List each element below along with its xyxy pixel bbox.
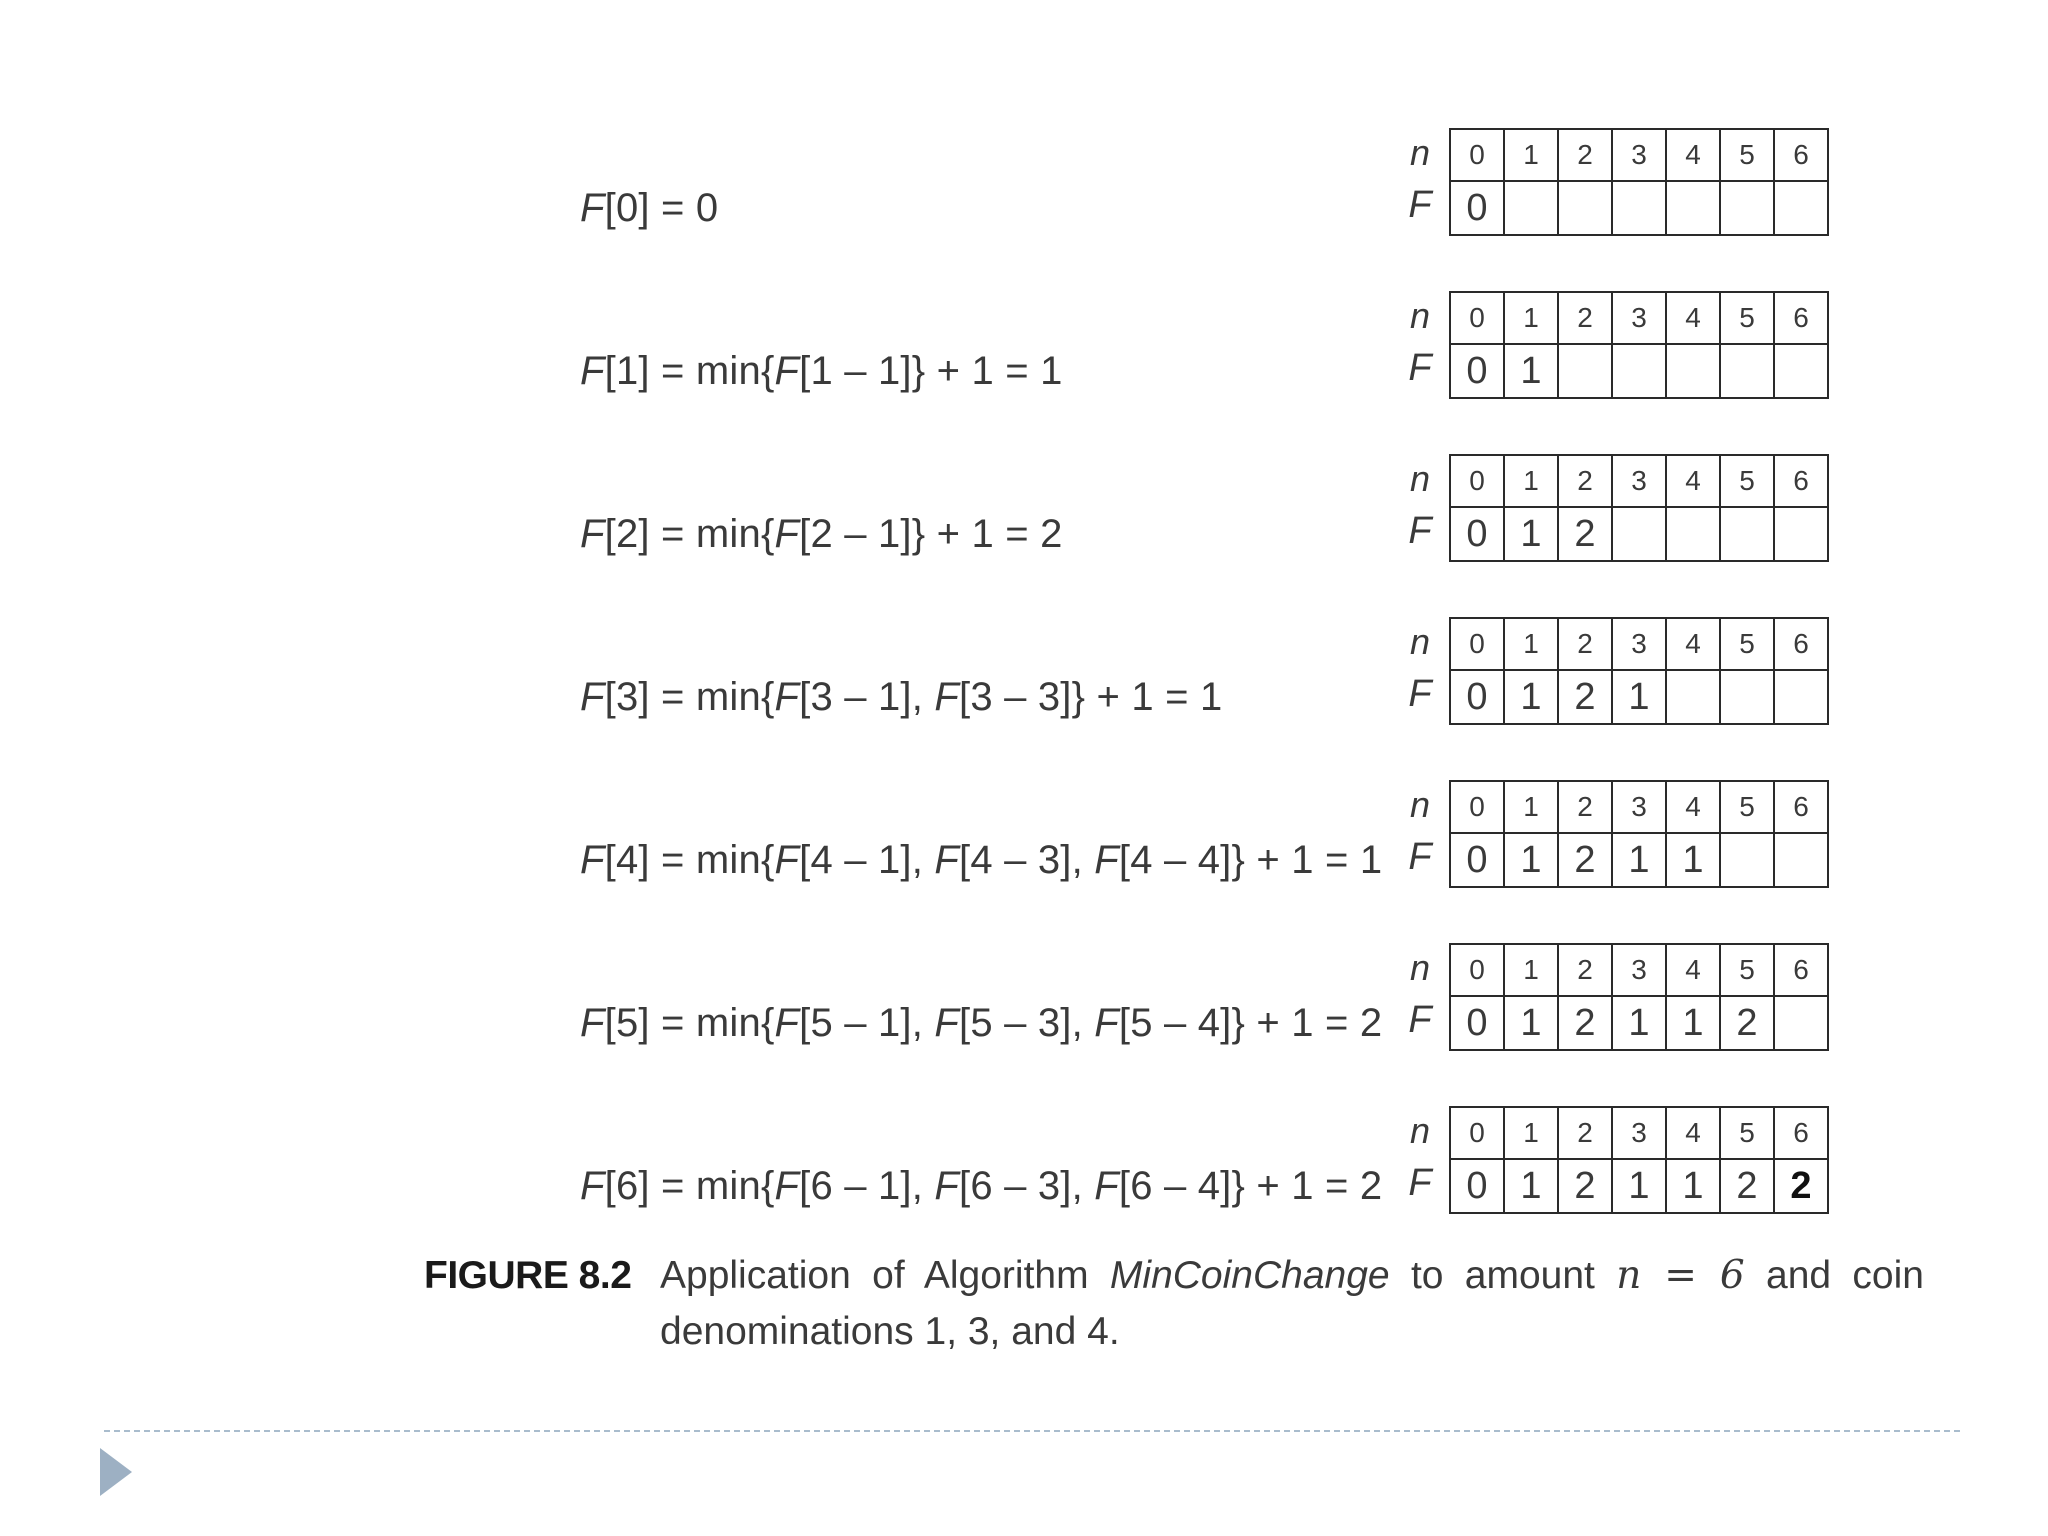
n-index-cell: 2 [1558,1107,1612,1159]
n-row-label: n [1409,947,1431,988]
n-index-cell: 3 [1612,129,1666,181]
n-index-cell: 2 [1558,292,1612,344]
f-value-cell: 0 [1450,181,1504,235]
formula-part: [5 – 3], [959,1001,1095,1045]
formula-part: F [580,349,605,393]
caption-text-before: Application of Algorithm [660,1254,1110,1297]
n-index-cell: 3 [1612,781,1666,833]
f-value-cell: 0 [1450,833,1504,887]
dp-table [1449,454,1829,562]
dp-table [1449,291,1829,399]
n-index-row [1450,781,1828,833]
formula-part: [2] = min{ [604,512,775,556]
n-row-label: n [1409,784,1431,825]
formula-part: F [580,1001,605,1045]
step-row [0,943,2048,1053]
formula-part: F [580,186,605,230]
n-index-cell: 6 [1774,1107,1828,1159]
dp-table [1449,617,1829,725]
step-row [0,780,2048,890]
f-value-cell: 1 [1504,1159,1558,1213]
step-formula [580,673,1222,721]
n-index-cell: 3 [1612,1107,1666,1159]
n-index-cell: 1 [1504,129,1558,181]
step-row [0,617,2048,727]
f-value-cell: 1 [1504,344,1558,398]
n-index-cell: 4 [1666,781,1720,833]
f-value-cell [1774,996,1828,1050]
f-value-cell: 1 [1504,996,1558,1050]
caption-label: FIGURE 8.2 [424,1254,632,1297]
n-index-cell: 5 [1720,455,1774,507]
step-row [0,454,2048,564]
n-index-cell: 0 [1450,129,1504,181]
f-value-cell [1720,344,1774,398]
n-index-cell: 1 [1504,618,1558,670]
formula-part: [1] = min{ [604,349,775,393]
f-value-cell [1720,670,1774,724]
n-index-row [1450,129,1828,181]
f-value-cell: 2 [1774,1159,1828,1213]
formula-part: F [774,1164,800,1208]
f-value-cell: 1 [1612,996,1666,1050]
f-value-row [1450,670,1828,724]
n-index-cell: 6 [1774,292,1828,344]
n-index-cell: 1 [1504,944,1558,996]
formula-part: F [774,838,800,882]
step-formula [580,836,1382,884]
formula-part: [3] = min{ [604,675,775,719]
f-value-cell: 2 [1558,833,1612,887]
n-row-label: n [1409,295,1431,336]
n-index-row [1450,1107,1828,1159]
formula-part: [2 – 1]} + 1 = 2 [799,512,1063,556]
f-value-cell: 0 [1450,670,1504,724]
step-formula [580,510,1063,558]
f-value-cell: 2 [1720,996,1774,1050]
f-value-cell [1774,507,1828,561]
formula-part: [5 – 1], [799,1001,935,1045]
formula-part: F [934,1001,960,1045]
f-value-cell [1774,344,1828,398]
dp-table [1449,780,1829,888]
n-index-cell: 1 [1504,455,1558,507]
f-value-cell: 1 [1612,1159,1666,1213]
f-value-cell: 1 [1666,833,1720,887]
n-index-cell: 0 [1450,781,1504,833]
f-row-label: F [1408,673,1432,715]
formula-part: [0] = 0 [604,186,719,230]
n-index-cell: 5 [1720,129,1774,181]
n-index-row [1450,618,1828,670]
dp-table [1449,1106,1829,1214]
f-value-cell [1720,833,1774,887]
f-value-cell: 2 [1558,1159,1612,1213]
n-index-cell: 3 [1612,618,1666,670]
formula-part: [6 – 3], [959,1164,1095,1208]
f-value-cell [1666,181,1720,235]
f-row-label: F [1408,347,1432,389]
n-index-cell: 2 [1558,781,1612,833]
f-value-cell: 2 [1558,507,1612,561]
n-index-cell: 4 [1666,1107,1720,1159]
f-value-row [1450,507,1828,561]
caption-algorithm-name: MinCoinChange [1109,1254,1390,1297]
n-index-cell: 3 [1612,292,1666,344]
formula-part: F [774,1001,800,1045]
f-value-row [1450,833,1828,887]
formula-part: [5 – 4]} + 1 = 2 [1118,1001,1383,1045]
n-index-row [1450,292,1828,344]
f-value-cell: 0 [1450,507,1504,561]
formula-part: F [580,512,605,556]
f-row-label: F [1408,836,1432,878]
formula-part: F [580,1164,605,1208]
f-value-cell: 2 [1558,670,1612,724]
n-index-cell: 2 [1558,455,1612,507]
step-formula [580,184,718,232]
formula-part: F [1094,1001,1119,1045]
n-index-cell: 1 [1504,1107,1558,1159]
step-formula [580,347,1063,395]
n-index-cell: 5 [1720,944,1774,996]
f-value-cell [1666,670,1720,724]
formula-part: F [774,675,800,719]
formula-part: F [934,675,960,719]
n-index-cell: 4 [1666,944,1720,996]
f-value-cell [1774,181,1828,235]
f-value-cell: 1 [1504,507,1558,561]
n-index-cell: 0 [1450,618,1504,670]
f-value-row [1450,996,1828,1050]
formula-part: [1 – 1]} + 1 = 1 [799,349,1063,393]
f-row-label: F [1408,999,1432,1041]
dp-table [1449,128,1829,236]
n-index-cell: 4 [1666,292,1720,344]
n-index-row [1450,944,1828,996]
n-index-cell: 5 [1720,1107,1774,1159]
n-index-cell: 4 [1666,129,1720,181]
slide-divider [104,1430,1960,1432]
n-index-cell: 4 [1666,618,1720,670]
triangle-bullet-icon [100,1448,132,1496]
f-value-cell [1666,344,1720,398]
n-index-cell: 0 [1450,292,1504,344]
n-index-cell: 6 [1774,781,1828,833]
f-value-cell [1666,507,1720,561]
formula-part: F [580,838,605,882]
n-index-cell: 3 [1612,944,1666,996]
step-formula [580,1162,1382,1210]
f-value-cell [1774,833,1828,887]
f-value-cell: 1 [1612,833,1666,887]
formula-part: F [580,675,605,719]
f-value-row [1450,1159,1828,1213]
f-value-cell [1720,507,1774,561]
formula-part: [4 – 1], [799,838,935,882]
f-value-cell [1558,181,1612,235]
f-value-cell: 1 [1666,1159,1720,1213]
n-index-cell: 1 [1504,292,1558,344]
formula-part: [6] = min{ [604,1164,775,1208]
f-value-cell [1612,507,1666,561]
formula-part: F [774,512,800,556]
n-index-cell: 0 [1450,455,1504,507]
f-value-cell: 0 [1450,1159,1504,1213]
formula-part: F [934,838,960,882]
n-index-cell: 0 [1450,944,1504,996]
formula-part: [4 – 4]} + 1 = 1 [1118,838,1383,882]
f-value-cell: 0 [1450,344,1504,398]
n-row-label: n [1409,458,1431,499]
n-index-cell: 6 [1774,618,1828,670]
caption-text-middle: to amount [1389,1254,1617,1297]
formula-part: [6 – 4]} + 1 = 2 [1118,1164,1383,1208]
f-value-cell [1504,181,1558,235]
formula-part: [5] = min{ [604,1001,775,1045]
n-index-cell: 1 [1504,781,1558,833]
caption-text [660,1248,1924,1360]
f-row-label: F [1408,510,1432,552]
n-row-label: n [1409,132,1431,173]
formula-part: F [934,1164,960,1208]
f-value-cell: 0 [1450,996,1504,1050]
formula-part: F [774,349,800,393]
f-row-label: F [1408,1162,1432,1204]
n-row-label: n [1409,1110,1431,1151]
f-value-cell [1612,181,1666,235]
formula-part: F [1094,838,1119,882]
step-row [0,1106,2048,1216]
formula-part: F [1094,1164,1119,1208]
f-value-cell: 1 [1504,833,1558,887]
n-row-label: n [1409,621,1431,662]
f-value-cell: 1 [1666,996,1720,1050]
f-value-cell: 1 [1504,670,1558,724]
n-index-cell: 2 [1558,129,1612,181]
n-index-cell: 5 [1720,292,1774,344]
n-index-cell: 5 [1720,781,1774,833]
dp-table [1449,943,1829,1051]
step-row [0,128,2048,238]
n-index-cell: 6 [1774,455,1828,507]
formula-part: [6 – 1], [799,1164,935,1208]
n-index-cell: 6 [1774,129,1828,181]
step-formula [580,999,1382,1047]
n-index-cell: 0 [1450,1107,1504,1159]
formula-part: [4 – 3], [959,838,1095,882]
step-row [0,291,2048,401]
f-value-row [1450,181,1828,235]
f-value-cell: 2 [1720,1159,1774,1213]
f-value-cell [1558,344,1612,398]
n-index-cell: 6 [1774,944,1828,996]
formula-part: [3 – 3]} + 1 = 1 [959,675,1223,719]
n-index-cell: 2 [1558,618,1612,670]
f-value-cell [1720,181,1774,235]
n-index-cell: 2 [1558,944,1612,996]
n-index-cell: 4 [1666,455,1720,507]
f-value-cell [1612,344,1666,398]
formula-part: [3 – 1], [799,675,935,719]
f-value-cell [1774,670,1828,724]
caption-text-after: and coin denominations 1, 3, and 4. [660,1254,1924,1353]
n-index-row [1450,455,1828,507]
formula-part: [4] = min{ [604,838,775,882]
f-value-cell: 2 [1558,996,1612,1050]
n-index-cell: 3 [1612,455,1666,507]
n-index-cell: 5 [1720,618,1774,670]
f-value-cell: 1 [1612,670,1666,724]
f-value-row [1450,344,1828,398]
f-row-label: F [1408,184,1432,226]
caption-math: n = 6 [1616,1253,1745,1298]
